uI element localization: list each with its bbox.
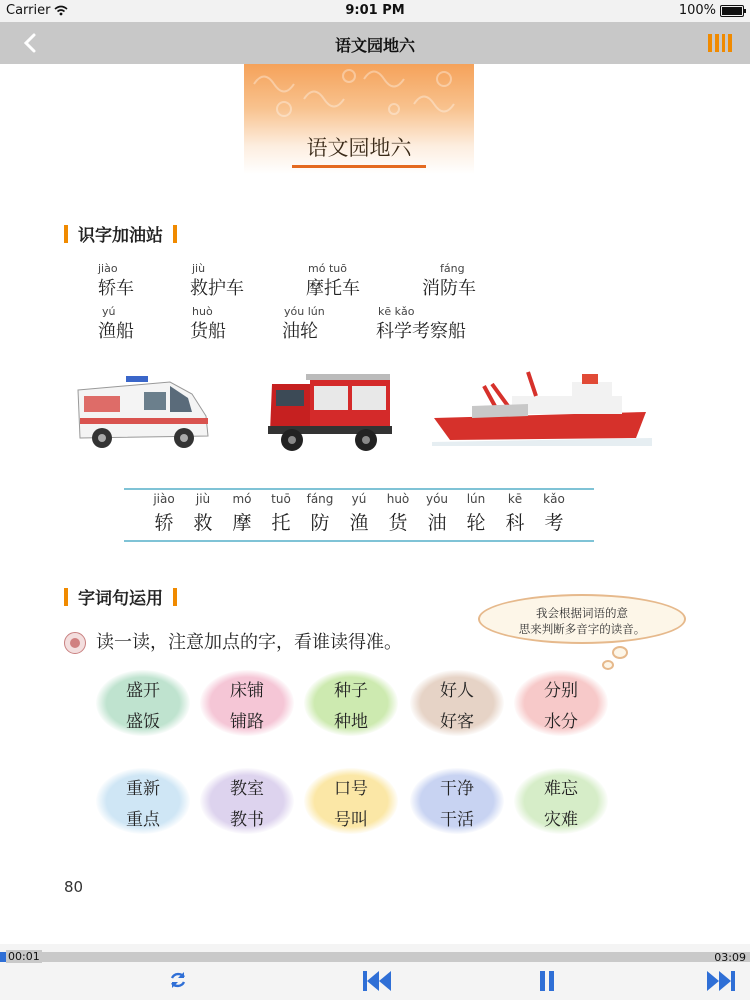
total-time: 03:09 — [714, 951, 746, 964]
banner-title: 语文园地六 — [306, 136, 412, 160]
word-pair-bottom: 灾难 — [544, 810, 578, 830]
vocab-pinyin: jiào — [98, 262, 118, 275]
word-pair — [304, 670, 398, 736]
instruction-icon — [64, 632, 86, 654]
strip-pinyin: huò — [386, 492, 410, 506]
vocab-word: 科学考察船 — [376, 321, 466, 342]
vocab-word: 消防车 — [422, 278, 476, 299]
ambulance-image — [74, 372, 212, 452]
strip-pinyin: mó — [232, 492, 252, 506]
word-pair — [200, 670, 294, 736]
status-bar — [0, 0, 750, 22]
fire-truck-image — [266, 370, 394, 454]
strip-character — [341, 492, 377, 535]
repeat-button[interactable] — [168, 970, 188, 990]
instruction-text: 读一读，注意加点的字，看谁读得准。 — [96, 632, 402, 653]
word-pair — [514, 768, 608, 834]
strip-hanzi: 货 — [388, 512, 408, 534]
strip-pinyin: kǎo — [543, 492, 565, 506]
nav-title: 语文园地六 — [334, 36, 415, 55]
vocab-pinyin: jiù — [192, 262, 206, 275]
vocab-word: 油轮 — [282, 321, 318, 342]
strip-hanzi: 轿 — [154, 512, 174, 534]
strip-pinyin: tuō — [271, 492, 291, 506]
strip-character — [497, 492, 533, 535]
word-pair-bottom: 水分 — [544, 712, 578, 732]
word-pair-bottom: 种地 — [334, 712, 368, 732]
chapter-list-button[interactable] — [708, 34, 732, 54]
strip-bottom-line — [124, 540, 594, 542]
word-pair — [96, 670, 190, 736]
strip-character — [536, 492, 572, 535]
chapter-banner — [244, 64, 474, 174]
word-pair-top: 难忘 — [544, 779, 578, 799]
vocab-word: 摩托车 — [306, 278, 360, 299]
strip-hanzi: 渔 — [349, 512, 369, 534]
strip-hanzi: 考 — [544, 512, 564, 534]
vocab-pinyin: yú — [102, 305, 116, 318]
battery-percent: 100% — [678, 3, 716, 18]
pause-button[interactable] — [538, 970, 556, 992]
strip-pinyin: jiù — [195, 492, 211, 506]
word-pair-top: 重新 — [126, 779, 160, 799]
strip-pinyin: yóu — [425, 492, 449, 506]
word-pair — [200, 768, 294, 834]
battery-icon — [720, 5, 744, 17]
word-pair-bottom: 干活 — [440, 810, 474, 830]
strip-character — [263, 492, 299, 535]
research-ship-image — [432, 366, 652, 446]
character-strip — [124, 492, 594, 538]
word-pair-bottom: 教书 — [230, 810, 264, 830]
strip-hanzi: 托 — [271, 512, 291, 534]
word-pair-top: 床铺 — [230, 681, 264, 701]
next-button[interactable] — [706, 970, 736, 992]
word-pair-top: 教室 — [230, 779, 264, 799]
strip-character — [380, 492, 416, 535]
strip-character — [458, 492, 494, 535]
banner-underline — [292, 165, 426, 168]
bubble-dot — [602, 660, 614, 670]
section-header-1: 识字加油站 — [64, 221, 177, 246]
carrier-label: Carrier — [6, 3, 51, 18]
word-pair-top: 干净 — [440, 779, 474, 799]
word-pair-top: 口号 — [334, 779, 368, 799]
progress-bar[interactable] — [0, 952, 750, 962]
strip-pinyin: lún — [466, 492, 486, 506]
previous-button[interactable] — [362, 970, 392, 992]
strip-character — [419, 492, 455, 535]
bubble-dot — [612, 646, 628, 659]
swirl-pattern — [244, 64, 474, 124]
strip-hanzi: 油 — [427, 512, 447, 534]
strip-hanzi: 轮 — [466, 512, 486, 534]
word-pair-top: 分别 — [544, 681, 578, 701]
strip-character — [302, 492, 338, 535]
strip-pinyin: kē — [507, 492, 523, 506]
word-pair — [514, 670, 608, 736]
word-pair — [96, 768, 190, 834]
strip-pinyin: fáng — [306, 492, 334, 506]
vocab-word: 渔船 — [98, 321, 134, 342]
word-pair — [410, 768, 504, 834]
current-time: 00:01 — [8, 950, 40, 963]
strip-character — [224, 492, 260, 535]
strip-hanzi: 科 — [505, 512, 525, 534]
strip-pinyin: jiào — [153, 492, 175, 506]
strip-hanzi: 救 — [193, 512, 213, 534]
vocab-pinyin: yóu lún — [284, 305, 325, 318]
speech-bubble: 我会根据词语的意 思来判断多音字的读音。 — [478, 594, 686, 644]
audio-player — [0, 944, 750, 1000]
vocab-pinyin: huò — [192, 305, 213, 318]
nav-bar — [0, 22, 750, 64]
strip-top-line — [124, 488, 594, 490]
word-pair — [410, 670, 504, 736]
strip-pinyin: yú — [351, 492, 367, 506]
status-time: 9:01 PM — [345, 3, 405, 18]
vocab-pinyin: kē kǎo — [378, 305, 415, 318]
vocab-pinyin: fáng — [440, 262, 465, 275]
vocab-word: 货船 — [190, 321, 226, 342]
bars-icon — [708, 34, 712, 52]
word-pair-top: 种子 — [334, 681, 368, 701]
page-number: 80 — [64, 878, 84, 896]
vocab-word: 轿车 — [98, 278, 134, 299]
word-pair — [304, 768, 398, 834]
word-pair-bottom: 好客 — [440, 712, 474, 732]
word-pair-top: 好人 — [440, 681, 474, 701]
strip-hanzi: 防 — [310, 512, 330, 534]
section-header-2: 字词句运用 — [64, 584, 177, 609]
strip-hanzi: 摩 — [232, 512, 252, 534]
word-pair-bottom: 重点 — [126, 810, 160, 830]
word-pair-top: 盛开 — [126, 681, 160, 701]
word-pair-bottom: 铺路 — [230, 712, 264, 732]
strip-character — [146, 492, 182, 535]
strip-character — [185, 492, 221, 535]
word-pair-bottom: 号叫 — [334, 810, 368, 830]
vocab-pinyin: mó tuō — [308, 262, 347, 275]
word-pair-bottom: 盛饭 — [126, 712, 160, 732]
vocab-word: 救护车 — [190, 278, 244, 299]
